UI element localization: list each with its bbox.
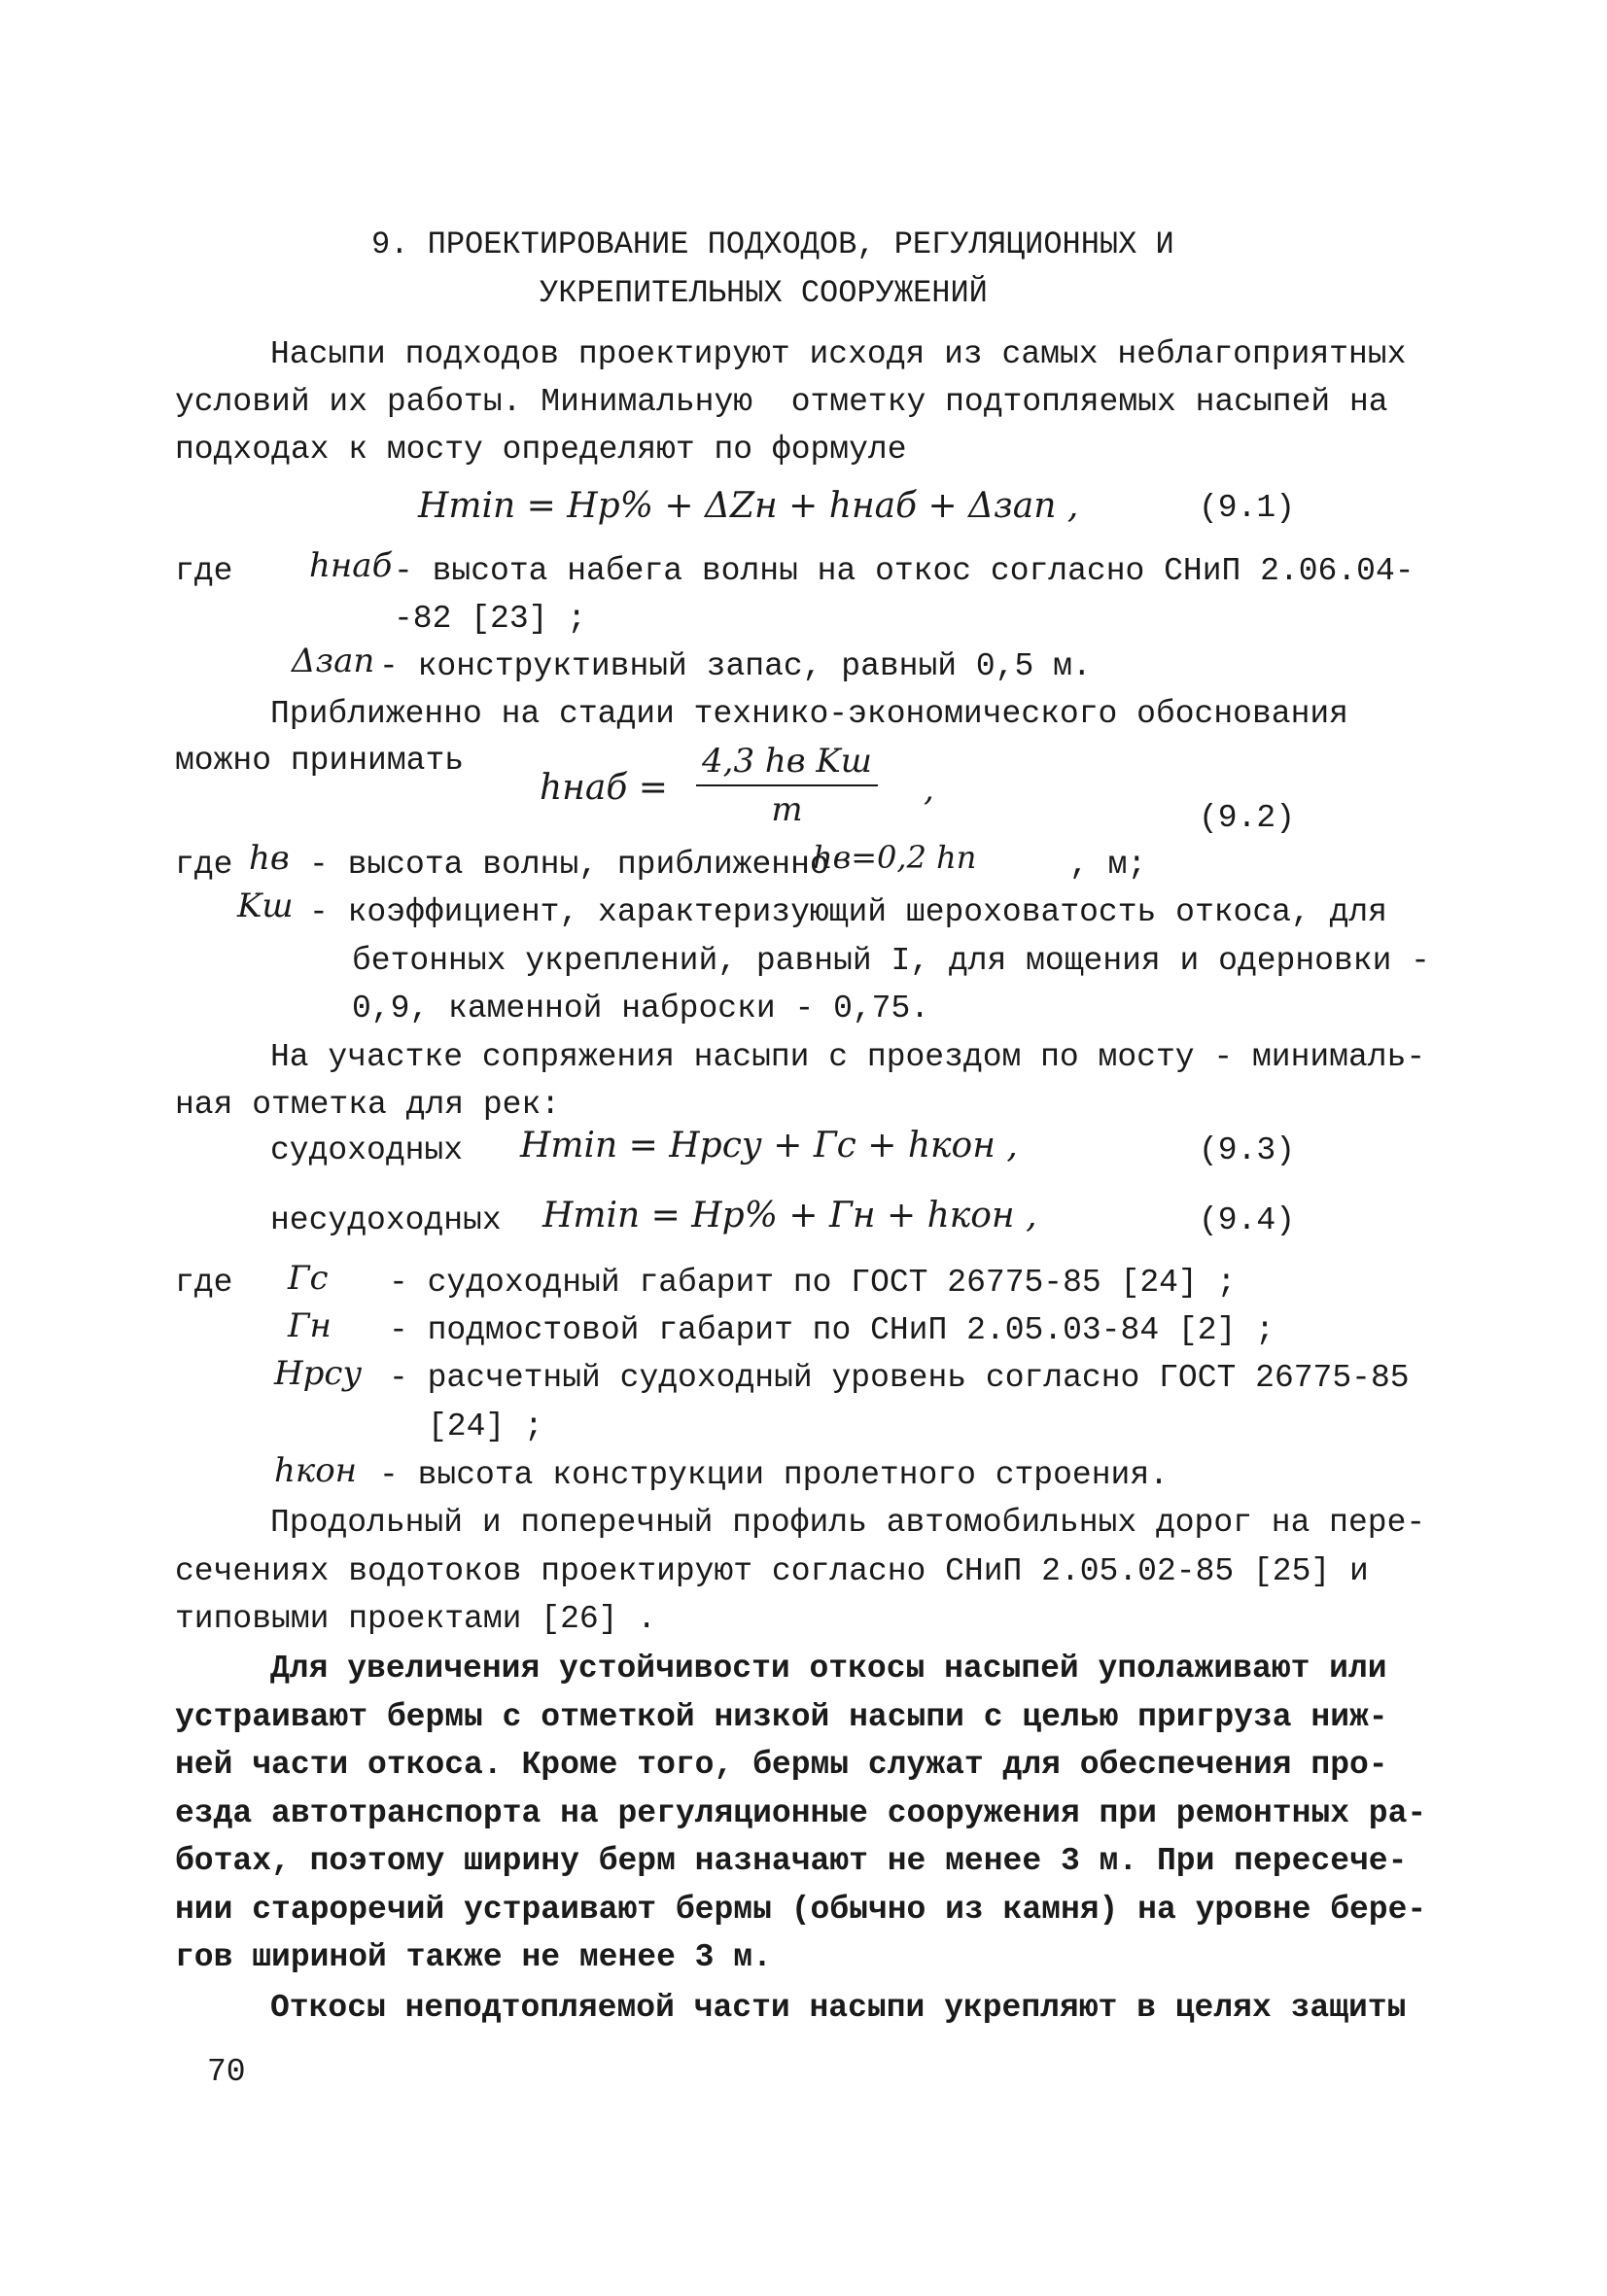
equation-9-2-lhs: hнаб = — [540, 768, 668, 808]
para4-line3: типовыми проектами [26] . — [175, 1601, 657, 1637]
section-heading-line1: 9. ПРОЕКТИРОВАНИЕ ПОДХОДОВ, РЕГУЛЯЦИОННЫХ И — [371, 226, 1174, 262]
para1-line1: Насыпи подходов проектируют исходя из самых неблагоприятных — [270, 336, 1407, 372]
where1-def1-line1: - высота набега волны на откос согласно СНиП 2.06.04- — [394, 553, 1415, 589]
para5-line5: ботах, поэтому ширину берм назначают не менее 3 м. При пересече- — [175, 1843, 1408, 1879]
where1-def2: - конструктивный запас, равный 0,5 м. — [379, 648, 1092, 684]
para5-line7: гов шириной также не менее 3 м. — [175, 1939, 772, 1975]
equation-number-9-3: (9.3) — [1199, 1132, 1296, 1168]
where3-symbol-h-kon: hкон — [274, 1451, 358, 1490]
where3-def4: - высота конструкции пролетного строения. — [379, 1457, 1169, 1493]
where3-symbol-g-s: Гс — [288, 1259, 329, 1298]
where2-def2-line3: 0,9, каменной наброски - 0,75. — [352, 991, 930, 1026]
para4-line1: Продольный и поперечный профиль автомобильных дорог на пере- — [270, 1505, 1426, 1541]
where3-symbol-g-n: Гн — [288, 1306, 332, 1345]
para3-line2: ная отметка для рек: — [175, 1087, 561, 1123]
equation-9-4-label: несудоходных — [270, 1202, 502, 1238]
equation-9-2-numerator: 4,3 hв Kш — [696, 742, 878, 786]
para5-line4: езда автотранспорта на регуляционные сооружения при ремонтных ра- — [175, 1795, 1427, 1831]
where2-label: где — [175, 847, 233, 883]
where1-label: где — [175, 553, 233, 589]
where2-def1-part2: , м; — [1069, 847, 1147, 883]
where3-label: где — [175, 1265, 233, 1301]
para5-line2: устраивают бермы с отметкой низкой насыпи с целью пригруза ниж- — [175, 1699, 1388, 1735]
para3-line1: На участке сопряжения насыпи с проездом по мосту - минималь- — [270, 1039, 1426, 1075]
para1-line2: условий их работы. Минимальную отметку подтопляемых насыпей на — [175, 384, 1388, 420]
equation-9-1: Hmin = Hp% + ΔZн + hнаб + Δзап , — [418, 486, 1079, 526]
where2-def1-expression: hв=0,2 hп — [813, 839, 977, 876]
where3-def2: - подмостовой габарит по СНиП 2.05.03-84 [2] ; — [389, 1312, 1275, 1348]
where3-def3-line1: - расчетный судоходный уровень согласно ГОСТ 26775-85 — [389, 1360, 1410, 1396]
equation-9-4: Hmin = Hp% + Гн + hкон , — [542, 1196, 1037, 1235]
where1-def1-line2: -82 [23] ; — [394, 601, 587, 637]
where2-def1-part1: - высота волны, приближенно — [309, 847, 829, 883]
equation-9-3-label: судоходных — [270, 1132, 464, 1168]
equation-9-2-comma: , — [924, 770, 934, 809]
para5-line6: нии староречий устраивают бермы (обычно из камня) на уровне бере- — [175, 1892, 1427, 1928]
where1-symbol-delta-zap: Δзап — [292, 642, 375, 680]
where3-def1: - судоходный габарит по ГОСТ 26775-85 [24] ; — [389, 1265, 1237, 1301]
equation-number-9-1: (9.1) — [1199, 490, 1296, 526]
para2-line2: можно принимать — [175, 743, 465, 779]
para1-line3: подходах к мосту определяют по формуле — [175, 432, 907, 468]
equation-number-9-2: (9.2) — [1199, 800, 1296, 836]
para2-line1: Приближенно на стадии технико-экономического обоснования — [270, 696, 1348, 732]
where3-symbol-h-rsu: Hрсу — [274, 1354, 363, 1393]
para5-line1: Для увеличения устойчивости откосы насыпей уполаживают или — [270, 1651, 1387, 1687]
para4-line2: сечениях водотоков проектируют согласно СНиП 2.05.02-85 [25] и — [175, 1553, 1369, 1589]
where2-def2-line2: бетонных укреплений, равный I, для мощения и одерновки - — [352, 943, 1430, 979]
para6-line1: Откосы неподтопляемой части насыпи укрепляют в целях защиты — [270, 1990, 1407, 2026]
where2-symbol-k-sh: Kш — [237, 887, 294, 925]
equation-number-9-4: (9.4) — [1199, 1202, 1296, 1238]
where3-def3-line2: [24] ; — [428, 1409, 543, 1444]
equation-9-3: Hmin = Hрсу + Гс + hкон , — [520, 1126, 1018, 1165]
para5-line3: ней части откоса. Кроме того, бермы служат для обеспечения про- — [175, 1747, 1388, 1783]
page-number: 70 — [207, 2054, 246, 2090]
equation-9-2-denominator: m — [771, 790, 803, 829]
where2-def2-line1: - коэффициент, характеризующий шероховатость откоса, для — [309, 894, 1387, 930]
section-heading-line2: УКРЕПИТЕЛЬНЫХ СООРУЖЕНИЙ — [540, 275, 988, 311]
where1-symbol-h-nab: hнаб — [309, 546, 393, 585]
equation-9-2-fraction — [696, 742, 878, 829]
where2-symbol-h-v: hв — [249, 839, 290, 878]
